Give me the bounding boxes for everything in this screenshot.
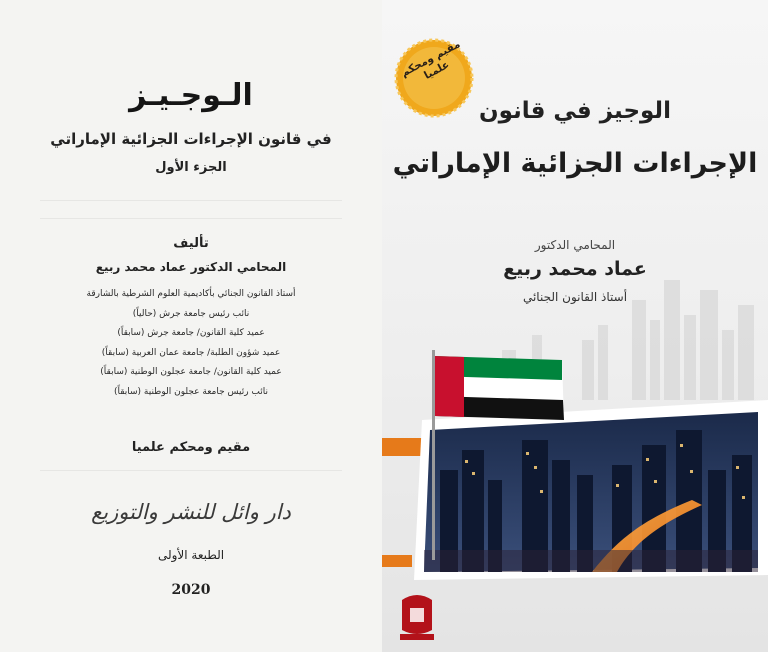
publisher-logotype: دار وائل للنشر والتوزيع	[91, 500, 291, 524]
bleed-through-line	[40, 200, 342, 201]
bleed-through-line	[40, 470, 342, 471]
uae-flag-icon	[422, 350, 572, 560]
credential-line: عميد كلية القانون/ جامعة عجلون الوطنية (سابقاً)	[100, 367, 282, 377]
cover-author: عماد محمد ربيع	[503, 258, 647, 280]
title-page-reviewed-note: مقيم ومحكم علميا	[131, 440, 251, 455]
credential-line: نائب رئيس جامعة جرش (حالياً)	[132, 308, 250, 319]
title-page-subtitle: في قانون الإجراءات الجزائية الإماراتي	[50, 130, 332, 148]
publisher-logo-icon	[392, 590, 442, 645]
title-page-credentials	[0, 285, 382, 402]
title-page-author: المحامي الدكتور عماد محمد ربيع	[95, 260, 287, 274]
title-page	[0, 0, 382, 652]
credential-line: أستاذ القانون الجنائي بأكاديمية العلوم الشرطية بالشارقة	[86, 289, 296, 299]
cover-title-line1: الوجيز في قانون	[479, 98, 671, 124]
title-page-year: 2020	[171, 582, 211, 598]
cover-author-role: أستاذ القانون الجنائي	[522, 290, 628, 304]
cover-title-line2: الإجراءات الجزائية الإماراتي	[392, 148, 758, 179]
title-page-part: الجزء الأول	[155, 160, 227, 175]
title-page-main-title: الـوجـيـز	[129, 78, 253, 113]
bleed-through-line	[40, 218, 342, 219]
credential-line: نائب رئيس جامعة عجلون الوطنية (سابقاً)	[113, 386, 269, 397]
title-page-byline: تأليف	[173, 236, 209, 251]
cover-author-prefix: المحامي الدكتور	[534, 238, 616, 252]
credential-line: عميد شؤون الطلبة/ جامعة عمان العربية (سابقاً)	[101, 347, 281, 358]
title-page-edition: الطبعة الأولى	[157, 548, 225, 562]
credential-line: عميد كلية القانون/ جامعة جرش (سابقاً)	[117, 328, 265, 338]
book-cover	[382, 0, 768, 652]
reviewed-seal-text: مقيم ومحكم علميا	[399, 38, 463, 82]
